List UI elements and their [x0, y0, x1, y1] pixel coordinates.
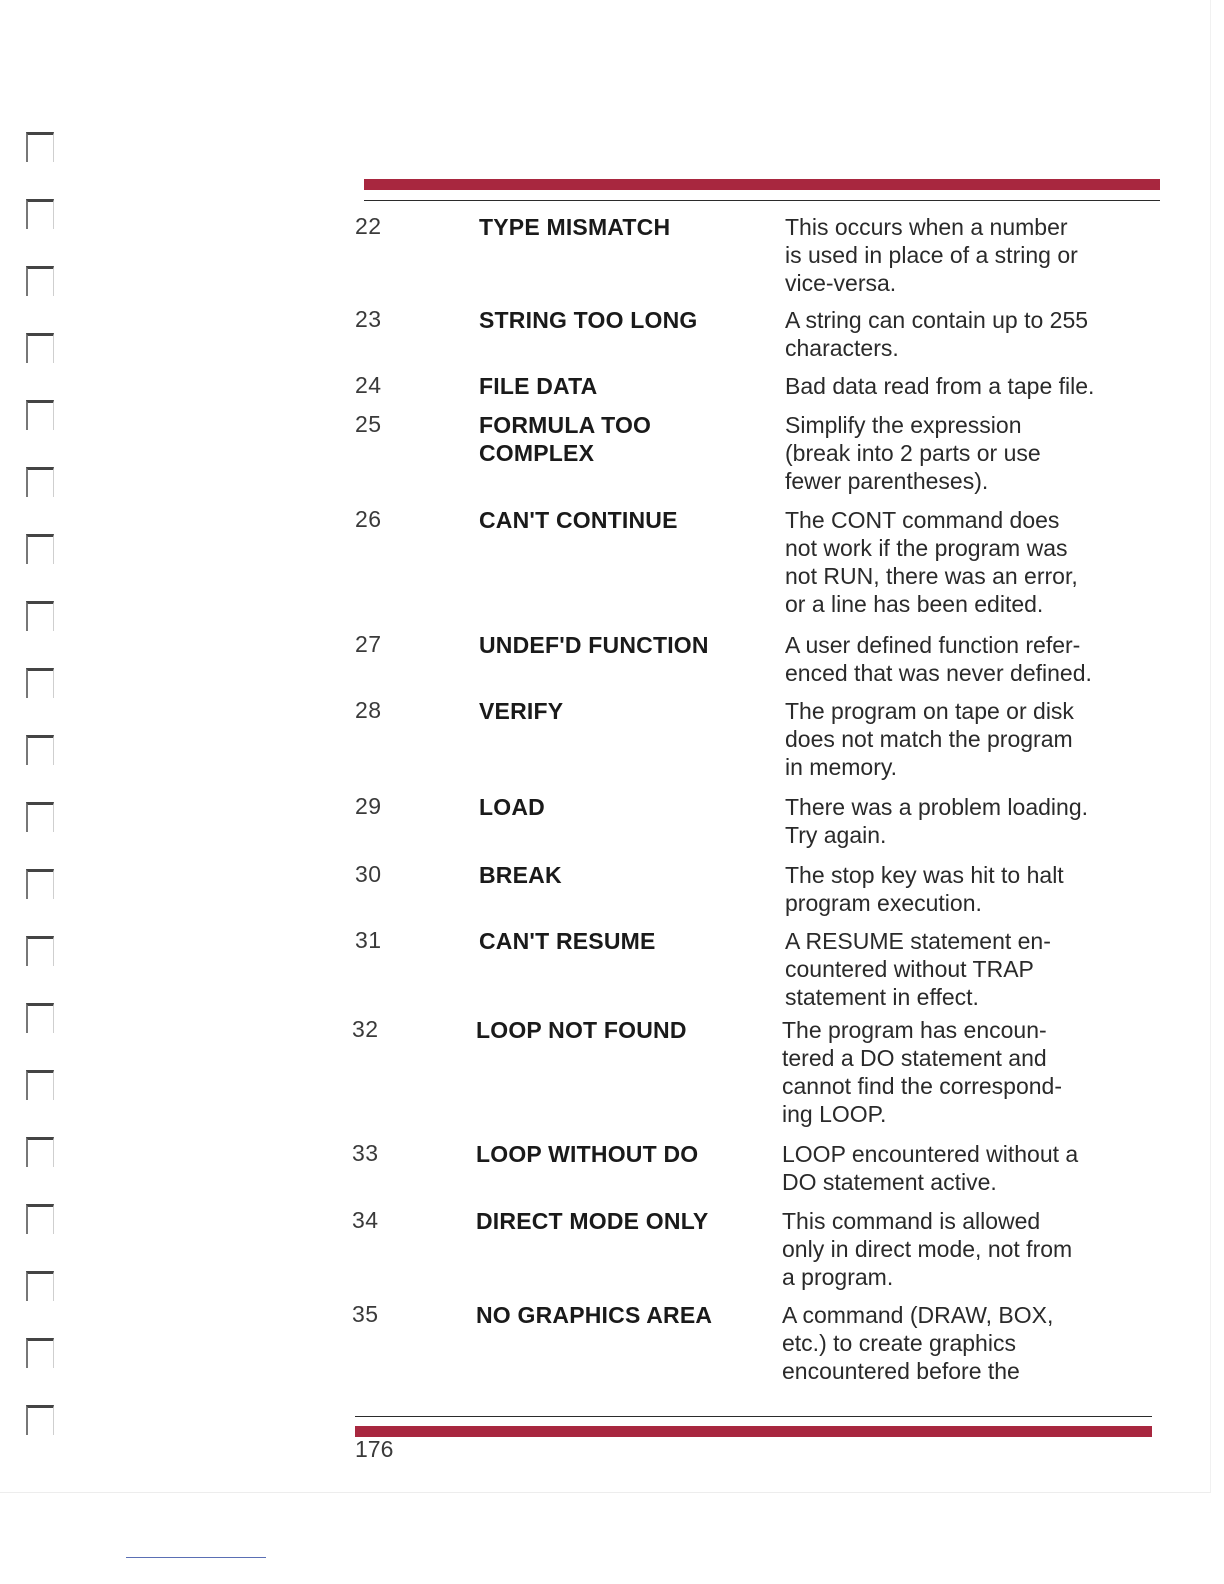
error-name: LOOP WITHOUT DO — [476, 1141, 699, 1167]
error-code: 27 — [355, 631, 382, 657]
binding-hole — [26, 869, 54, 899]
error-name: LOAD — [479, 794, 545, 820]
page-number: 176 — [355, 1436, 394, 1462]
error-description: There was a problem loading. Try again. — [785, 794, 1088, 848]
error-code: 32 — [352, 1016, 379, 1042]
binding-hole — [26, 802, 54, 832]
error-name: CAN'T CONTINUE — [479, 507, 678, 533]
error-description: A RESUME statement en- countered without TRAP statement in effect. — [785, 928, 1051, 1010]
error-description: A string can contain up to 255 characters. — [785, 307, 1089, 361]
error-name: DIRECT MODE ONLY — [476, 1208, 709, 1234]
error-name: VERIFY — [479, 698, 564, 724]
binding-hole — [26, 266, 54, 296]
footer-underline — [126, 1557, 266, 1558]
binding-hole — [26, 199, 54, 229]
binding-hole — [26, 1338, 54, 1368]
error-description: This command is allowed only in direct mode, not from a program. — [782, 1208, 1073, 1290]
error-code: 29 — [355, 793, 382, 819]
error-name: TYPE MISMATCH — [479, 214, 671, 240]
error-description: This occurs when a number is used in place of a string or vice-versa. — [785, 214, 1078, 296]
error-code: 26 — [355, 506, 382, 532]
error-code: 23 — [355, 306, 382, 332]
error-code: 28 — [355, 697, 382, 723]
error-name: UNDEF'D FUNCTION — [479, 632, 709, 658]
error-name: STRING TOO LONG — [479, 307, 698, 333]
binding-hole — [26, 735, 54, 765]
top-rule — [364, 200, 1160, 201]
error-code: 22 — [355, 213, 382, 239]
error-description: The program has encoun- tered a DO statement and cannot find the correspond- ing LOOP. — [782, 1017, 1063, 1127]
error-name: CAN'T RESUME — [479, 928, 656, 954]
binding-hole — [26, 1137, 54, 1167]
binding-hole — [26, 601, 54, 631]
binding-hole — [26, 1204, 54, 1234]
error-name: LOOP NOT FOUND — [476, 1017, 687, 1043]
error-description: Simplify the expression (break into 2 parts or use fewer parentheses). — [785, 412, 1041, 494]
binding-hole — [26, 400, 54, 430]
error-description: The program on tape or disk does not match the program in memory. — [785, 698, 1074, 780]
error-code: 24 — [355, 372, 382, 398]
binding-hole — [26, 534, 54, 564]
binding-hole — [26, 333, 54, 363]
error-code: 33 — [352, 1140, 379, 1166]
error-description: A command (DRAW, BOX, etc.) to create graphics encountered before the — [782, 1302, 1054, 1384]
error-code: 31 — [355, 927, 382, 953]
error-name: FORMULA TOO COMPLEX — [479, 412, 652, 466]
binding-hole — [26, 1003, 54, 1033]
bottom-accent-band — [355, 1426, 1152, 1437]
top-accent-band — [364, 179, 1160, 190]
error-name: BREAK — [479, 862, 562, 888]
binding-hole — [26, 668, 54, 698]
error-description: The stop key was hit to halt program execution. — [785, 862, 1064, 916]
error-name: FILE DATA — [479, 373, 598, 399]
error-description: LOOP encountered without a DO statement active. — [782, 1141, 1079, 1195]
error-code: 35 — [352, 1301, 379, 1327]
error-name: NO GRAPHICS AREA — [476, 1302, 713, 1328]
binding-hole — [26, 467, 54, 497]
binding-hole — [26, 1070, 54, 1100]
bottom-rule — [355, 1416, 1152, 1417]
error-description: The CONT command does not work if the program was not RUN, there was an error, or a line has been edited. — [785, 507, 1078, 617]
error-code: 30 — [355, 861, 382, 887]
error-code: 25 — [355, 411, 382, 437]
binding-hole — [26, 1271, 54, 1301]
error-code: 34 — [352, 1207, 379, 1233]
error-description: Bad data read from a tape file. — [785, 373, 1095, 399]
binding-hole — [26, 132, 54, 162]
binding-hole — [26, 936, 54, 966]
error-description: A user defined function refer- enced that was never defined. — [785, 632, 1092, 686]
binding-hole — [26, 1405, 54, 1435]
